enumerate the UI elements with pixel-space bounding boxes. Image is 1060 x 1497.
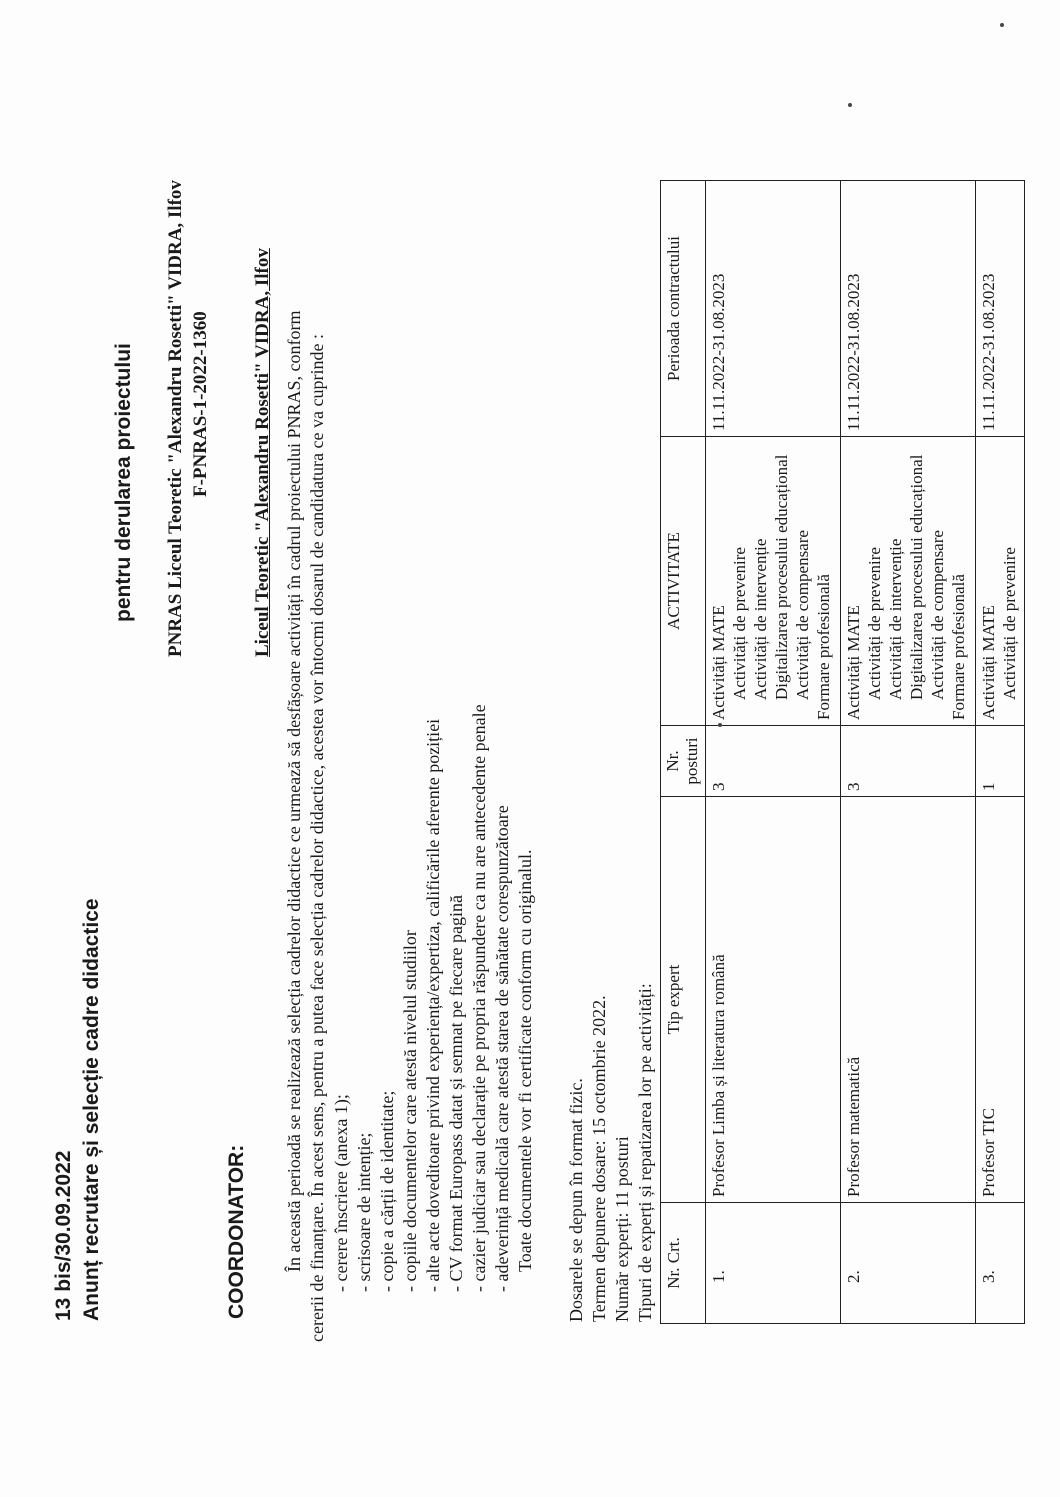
- expert-types-label: Tipuri de experți și repatizarea lor pe activități:: [635, 983, 655, 1322]
- row-posturi: 1: [976, 726, 1025, 797]
- row-tip-expert: Profesor Limba și literatura română: [706, 797, 841, 1203]
- coordinator-label: COORDONATOR:: [225, 1144, 248, 1319]
- scan-speck: [848, 103, 852, 107]
- header-nr-posturi: Nr. posturi: [661, 726, 706, 797]
- coordinator-name: Liceul Teoretic "Alexandru Rosetti" VIDRA, Ilfov: [252, 248, 273, 657]
- intro-paragraph-line1: În această perioadă se realizează selecția cadrelor didactice ce urmează să desfășoare activități în cadrul proiectului PNRAS, conform: [284, 310, 304, 1272]
- row-perioada: 11.11.2022-31.08.2023: [976, 181, 1025, 437]
- row-posturi: 3: [706, 726, 841, 797]
- document-item: - cerere înscriere (anexa 1);: [331, 1094, 351, 1292]
- table-row: [976, 181, 1025, 1324]
- header-tip-expert: Tip expert: [661, 797, 706, 1203]
- document-item: - copiile documentelor care atestă nivelul studiilor: [400, 930, 420, 1292]
- intro-paragraph-line2: cererii de finanțare. În acest sens, pentru a putea face selecția cadrelor didactice, acestea vor întocmi dosarul de candidatura ce va cuprinde :: [307, 334, 327, 1342]
- row-perioada: 11.11.2022-31.08.2023: [841, 181, 976, 437]
- row-tip-expert: Profesor TIC: [976, 797, 1025, 1203]
- certification-note: Toate documentele vor fi certificate conform cu originalul.: [515, 849, 535, 1272]
- document-item: - scrisoare de intenție;: [354, 1132, 374, 1292]
- announcement-number: 13 bis/30.09.2022: [52, 1150, 75, 1321]
- row-activitati: Activități MATE Activități de prevenire: [976, 437, 1025, 726]
- header-perioada: Perioada contractului: [661, 181, 706, 437]
- scan-speck: [718, 723, 722, 727]
- table-row: [841, 181, 976, 1324]
- document-item: - copie a cărții de identitate;: [377, 1090, 397, 1292]
- project-code: F-PNRAS-1-2022-1360: [190, 311, 211, 497]
- document-item: - cazier judiciar sau declarație pe propria răspundere ca nu are antecedente penale: [469, 704, 489, 1292]
- document-item: - alte acte doveditoare privind experiența/expertiza, calificările aferente poziției: [423, 718, 443, 1292]
- document-item: - CV format Europass datat și semnat pe fiecare pagină: [446, 894, 466, 1292]
- announcement-subtitle: pentru derularea proiectului: [112, 343, 135, 622]
- header-nr: Nr. Crt.: [661, 1203, 706, 1324]
- table-row: [706, 181, 841, 1324]
- row-posturi: 3: [841, 726, 976, 797]
- row-activitati: Activități MATE Activități de prevenire Activități de intervenție Digitalizarea procesului educațional Activități de compensare Formare profesională: [706, 437, 841, 726]
- expert-count: Număr experți: 11 posturi: [612, 1136, 632, 1322]
- submission-format: Dosarele se depun în format fizic.: [566, 1078, 586, 1322]
- row-nr: 3.: [976, 1203, 1025, 1324]
- submission-deadline: Termen depunere dosare: 15 octombrie 2022.: [589, 995, 609, 1322]
- table-header-row: [661, 181, 706, 1324]
- document-item: - adeverință medicală care atestă starea de sănătate corespunzătoare: [492, 805, 512, 1292]
- project-name: PNRAS Liceul Teoretic "Alexandru Rosetti" VIDRA, Ilfov: [165, 180, 186, 657]
- row-perioada: 11.11.2022-31.08.2023: [706, 181, 841, 437]
- experts-table: [660, 180, 1025, 1324]
- row-activitati: Activități MATE Activități de prevenire Activități de intervenție Digitalizarea procesului educațional Activități de compensare Formare profesională: [841, 437, 976, 726]
- row-nr: 1.: [706, 1203, 841, 1324]
- row-nr: 2.: [841, 1203, 976, 1324]
- scan-speck: [1000, 23, 1004, 27]
- announcement-title: Anunț recrutare și selecție cadre didactice: [80, 898, 103, 1321]
- row-tip-expert: Profesor matematică: [841, 797, 976, 1203]
- header-activitate: ACTIVITATE: [661, 437, 706, 726]
